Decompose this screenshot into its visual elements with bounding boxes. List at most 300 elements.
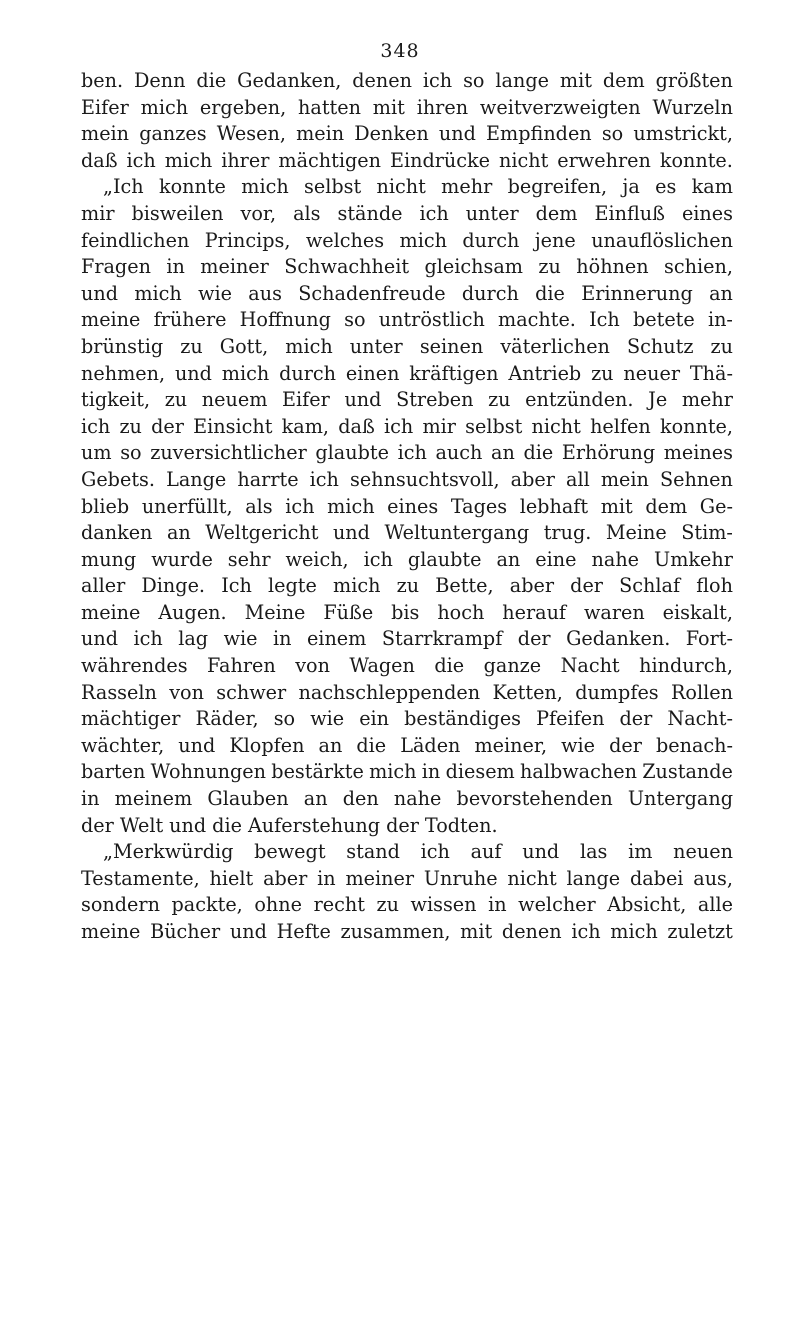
word: daß (81, 148, 118, 172)
word: Nacht- (667, 707, 733, 731)
word: und (344, 388, 382, 412)
word: in (166, 255, 185, 279)
word: weich, (285, 547, 349, 571)
word: wie (223, 627, 258, 651)
word: daß (338, 414, 375, 438)
word: und (81, 281, 118, 305)
word: und (438, 122, 476, 146)
word: Eifer (81, 95, 129, 119)
word: in (421, 760, 441, 784)
word: Todten. (424, 813, 498, 837)
word: von (295, 654, 330, 678)
word: meinem (114, 787, 193, 811)
word: Erhörung (561, 441, 656, 465)
text-line (81, 228, 733, 255)
word: schwer (216, 680, 287, 704)
word: mir (81, 201, 115, 225)
word: der (151, 414, 184, 438)
word: Gedanken, (237, 69, 342, 92)
text-line (81, 786, 733, 813)
word: Meine (244, 600, 306, 624)
word: mich (285, 334, 333, 358)
word: zu (164, 388, 188, 412)
word: einen (345, 361, 400, 385)
word: aber (510, 467, 555, 491)
text-line (81, 68, 733, 95)
text-line (81, 839, 733, 866)
word: Ketten, (492, 680, 563, 704)
word: währendes (81, 654, 188, 678)
word: Denn (134, 69, 186, 92)
word: dem (535, 201, 578, 225)
word: Stim- (681, 521, 733, 545)
word: ohne (254, 893, 302, 917)
word: brünstig (81, 334, 164, 358)
word: wie (310, 707, 345, 731)
word: Welt (119, 813, 164, 837)
word: Gott, (219, 334, 269, 358)
word: nicht (531, 414, 581, 438)
word: frühere (153, 308, 227, 332)
word: sehr (227, 547, 271, 571)
word: ich (420, 840, 450, 864)
word: meiner, (474, 733, 548, 757)
word: zusammen, (340, 920, 451, 943)
word: Testamente, (81, 866, 200, 890)
word: mir (422, 414, 456, 438)
word: mehr (681, 388, 733, 412)
text-line (81, 759, 733, 786)
word: der (619, 707, 653, 731)
word: all (566, 467, 590, 491)
word: ich (571, 920, 601, 943)
word: Wohnungen (150, 760, 267, 784)
word: mächtiger (81, 707, 181, 731)
word: zu (119, 414, 142, 438)
word: die (196, 69, 227, 92)
word: unter (465, 201, 519, 225)
word: Wurzeln (652, 95, 733, 119)
word: diesem (445, 760, 515, 784)
word: meine (81, 920, 141, 943)
word: den (342, 787, 379, 811)
word: benach- (655, 733, 733, 757)
word: Eindrücke (389, 148, 490, 172)
word: an (496, 547, 521, 571)
word: Auferstehung (247, 813, 381, 837)
word: dem (645, 494, 688, 518)
word: unauflöslichen (591, 228, 733, 252)
word: legte (268, 574, 317, 598)
text-line (81, 440, 733, 467)
word: konnte, (659, 414, 733, 438)
word: „Merkwürdig (103, 840, 234, 864)
word: unerfüllt, (141, 494, 233, 518)
word: schien, (664, 255, 733, 279)
word: so (463, 69, 485, 92)
text-line (81, 733, 733, 760)
word: ich (285, 494, 315, 518)
word: aber (509, 574, 554, 598)
word: Empfinden (486, 122, 592, 146)
word: Hefte (276, 920, 331, 943)
word: kräftigen (409, 361, 499, 385)
word: auf (470, 840, 502, 864)
word: so (273, 707, 296, 731)
word: zu (180, 334, 203, 358)
word: als (245, 494, 273, 518)
word: Weltuntergang (384, 521, 530, 545)
word: kam (691, 175, 733, 199)
word: machte. (498, 308, 576, 332)
word: kam, (281, 414, 330, 438)
word: Meine (605, 521, 667, 545)
word: mein (296, 122, 345, 146)
word: Fort- (685, 627, 733, 651)
word: welcher (518, 893, 596, 917)
word: Rasseln (81, 680, 157, 704)
word: harrte (237, 467, 299, 491)
word: mit (372, 95, 405, 119)
word: Tages (450, 494, 508, 518)
word: neuem (201, 388, 268, 412)
word: bis (391, 600, 420, 624)
word: Denken (354, 122, 429, 146)
word: die (212, 813, 242, 837)
word: Bette, (435, 574, 494, 598)
word: herauf (502, 600, 567, 624)
word: waren (583, 600, 645, 624)
word: nachschleppenden (298, 680, 481, 704)
word: Absicht, (607, 893, 687, 917)
word: Lange (166, 467, 227, 491)
word: blieb (81, 494, 130, 518)
word: Schwachheit (284, 255, 410, 279)
word: so (344, 308, 366, 332)
word: dem (602, 69, 645, 92)
word: Klopfen (229, 733, 305, 757)
text-line (81, 866, 733, 893)
word: Glauben (207, 787, 289, 811)
word: Nacht (560, 654, 620, 678)
word: denen (501, 920, 562, 943)
text-line (81, 892, 733, 919)
word: glaubte (407, 547, 482, 571)
word: ihren (416, 95, 469, 119)
word: nahe (591, 547, 640, 571)
word: wie (198, 281, 232, 305)
word: glaubte (315, 441, 389, 465)
word: ein (359, 707, 390, 731)
word: „Ich (103, 175, 144, 199)
word: mich (333, 574, 381, 598)
word: ich (397, 441, 427, 465)
word: bevorstehenden (456, 787, 613, 811)
word: Starrkrampf (381, 627, 503, 651)
word: und (174, 361, 212, 385)
word: Princips, (204, 228, 291, 252)
word: selbst (304, 175, 362, 199)
text-line (81, 494, 733, 521)
text-line (81, 600, 733, 627)
word: Räder, (195, 707, 259, 731)
word: meine (81, 308, 141, 332)
word: so (120, 441, 142, 465)
word: meine (81, 600, 141, 624)
word: Ich (221, 574, 252, 598)
word: wurde (151, 547, 213, 571)
word: die (434, 654, 465, 678)
word: einem (306, 627, 367, 651)
word: jene (534, 228, 576, 252)
word: zu (710, 334, 733, 358)
word: zuversichtlicher (150, 441, 307, 465)
word: nicht (376, 175, 426, 199)
word: mich (221, 361, 270, 385)
word: Einfluß (594, 201, 665, 225)
text-line (81, 919, 733, 946)
word: die (356, 733, 387, 757)
word: denen (352, 69, 412, 92)
word: größten (655, 69, 733, 92)
word: zu (396, 574, 420, 598)
word: hatten (298, 95, 361, 119)
word: Fahren (207, 654, 276, 678)
word: entzünden. (525, 388, 634, 412)
word: in (81, 787, 100, 811)
word: wissen (410, 893, 477, 917)
word: und (81, 627, 118, 651)
word: eines (387, 494, 439, 518)
word: Antrieb (508, 361, 582, 385)
word: recht (313, 893, 365, 917)
text-line (81, 653, 733, 680)
text-line (81, 334, 733, 361)
word: Streben (396, 388, 474, 412)
text-line (81, 121, 733, 148)
word: weitverzweigten (479, 95, 641, 119)
text-line (81, 387, 733, 414)
word: durch (461, 281, 519, 305)
page-number: 348 (380, 40, 420, 62)
word: durch (462, 228, 520, 252)
word: gleichsam (424, 255, 523, 279)
word: mich (327, 494, 375, 518)
word: höhnen (576, 255, 649, 279)
body-text (81, 68, 733, 946)
word: neuen (673, 840, 733, 864)
word: als (293, 201, 321, 225)
word: tigkeit, (81, 388, 151, 412)
word: väterlichen (500, 334, 610, 358)
word: ich (383, 414, 414, 438)
word: zu (538, 255, 561, 279)
word: Weltgericht (205, 521, 319, 545)
word: stand (346, 840, 400, 864)
word: mung (81, 547, 137, 571)
word: in (317, 866, 336, 890)
word: seinen (419, 334, 484, 358)
word: an (303, 787, 328, 811)
word: erwehren (557, 148, 651, 172)
word: nicht (498, 148, 549, 172)
word: danken (81, 521, 153, 545)
word: Eifer (282, 388, 330, 412)
word: im (628, 840, 653, 864)
word: stände (337, 201, 403, 225)
text-line (81, 361, 733, 388)
text-line (81, 254, 733, 281)
word: in- (707, 308, 733, 332)
word: umstrickt, (633, 122, 733, 146)
word: dumpfes (575, 680, 659, 704)
word: Gedanken. (566, 627, 671, 651)
word: trug. (543, 521, 592, 545)
text-line (81, 813, 733, 840)
word: hindurch, (639, 654, 733, 678)
word: mich (610, 920, 658, 943)
text-line (81, 467, 733, 494)
word: ergeben, (199, 95, 287, 119)
word: mein (81, 122, 130, 146)
word: Dinge. (141, 574, 206, 598)
word: Gebets. (81, 467, 155, 491)
word: halbwachen (520, 760, 637, 784)
word: unter (349, 334, 403, 358)
word: las (579, 840, 608, 864)
word: ich (363, 547, 393, 571)
word: ben. (81, 69, 124, 92)
word: wächter, (81, 733, 165, 757)
word: Zustande (642, 760, 733, 784)
word: mit (460, 920, 493, 943)
word: Erinnerung (581, 281, 693, 305)
word: Ich (589, 308, 620, 332)
word: der (81, 813, 114, 837)
word: floh (696, 574, 733, 598)
word: ich (309, 467, 339, 491)
word: zuletzt (667, 920, 733, 943)
word: Rollen (670, 680, 733, 704)
word: ich (126, 148, 156, 172)
word: an (491, 441, 515, 465)
text-line (81, 706, 733, 733)
word: der (386, 813, 419, 837)
word: betete (632, 308, 695, 332)
word: aller (81, 574, 126, 598)
word: Schlaf (619, 574, 681, 598)
word: ich (133, 627, 163, 651)
text-line (81, 201, 733, 228)
word: mich (369, 760, 417, 784)
word: lebhaft (519, 494, 589, 518)
word: an (709, 281, 733, 305)
word: mit (559, 69, 592, 92)
word: Augen. (158, 600, 227, 624)
word: feindlichen (81, 228, 190, 252)
word: ja (622, 175, 640, 199)
word: Wesen, (216, 122, 286, 146)
word: in (272, 627, 292, 651)
word: selbst (465, 414, 523, 438)
word: Läden (400, 733, 461, 757)
text-line (81, 626, 733, 653)
word: Ge- (699, 494, 733, 518)
word: bestärkte (271, 760, 364, 784)
word: so (601, 122, 624, 146)
word: Sehnen (659, 467, 733, 491)
word: Pfeifen (536, 707, 605, 731)
word: aber (263, 866, 308, 890)
word: und (229, 920, 267, 943)
word: lange (566, 866, 621, 890)
word: Füße (323, 600, 374, 624)
word: lange (495, 69, 549, 92)
word: hielt (209, 866, 254, 890)
word: um (81, 441, 112, 465)
word: mehr (441, 175, 493, 199)
text-line (81, 573, 733, 600)
word: Untergang (627, 787, 733, 811)
word: zu (488, 388, 511, 412)
word: Hoffnung (239, 308, 331, 332)
word: die (535, 281, 565, 305)
word: neuer (623, 361, 681, 385)
word: meiner (200, 255, 269, 279)
word: und (332, 521, 370, 545)
word: Schadenfreude (298, 281, 446, 305)
word: konnte (158, 175, 226, 199)
word: konnte. (659, 148, 733, 172)
word: und (178, 733, 216, 757)
word: mächtigen (278, 148, 381, 172)
word: der (570, 574, 603, 598)
word: nehmen, (81, 361, 166, 385)
word: hoch (437, 600, 485, 624)
text-line (81, 148, 733, 175)
word: alle (697, 893, 733, 917)
word: Fragen (81, 255, 151, 279)
word: Einsicht (193, 414, 273, 438)
word: der (609, 733, 642, 757)
word: mich (399, 228, 447, 252)
word: ich (81, 414, 111, 438)
word: mich (241, 175, 289, 199)
text-line (81, 307, 733, 334)
word: Umkehr (654, 547, 733, 571)
word: bewegt (254, 840, 326, 864)
word: barten (81, 760, 146, 784)
word: Wagen (349, 654, 415, 678)
word: der (517, 627, 551, 651)
word: aus, (693, 866, 733, 890)
word: an (166, 521, 191, 545)
word: mich (164, 148, 213, 172)
text-line (81, 680, 733, 707)
word: aus (248, 281, 282, 305)
word: dabei (629, 866, 684, 890)
text-line (81, 520, 733, 547)
word: mich (140, 95, 189, 119)
word: Bücher (150, 920, 221, 943)
word: Unruhe (423, 866, 498, 890)
word: meines (663, 441, 733, 465)
text-line (81, 95, 733, 122)
word: nahe (393, 787, 442, 811)
word: sondern (81, 893, 160, 917)
word: beständiges (404, 707, 522, 731)
text-line (81, 281, 733, 308)
